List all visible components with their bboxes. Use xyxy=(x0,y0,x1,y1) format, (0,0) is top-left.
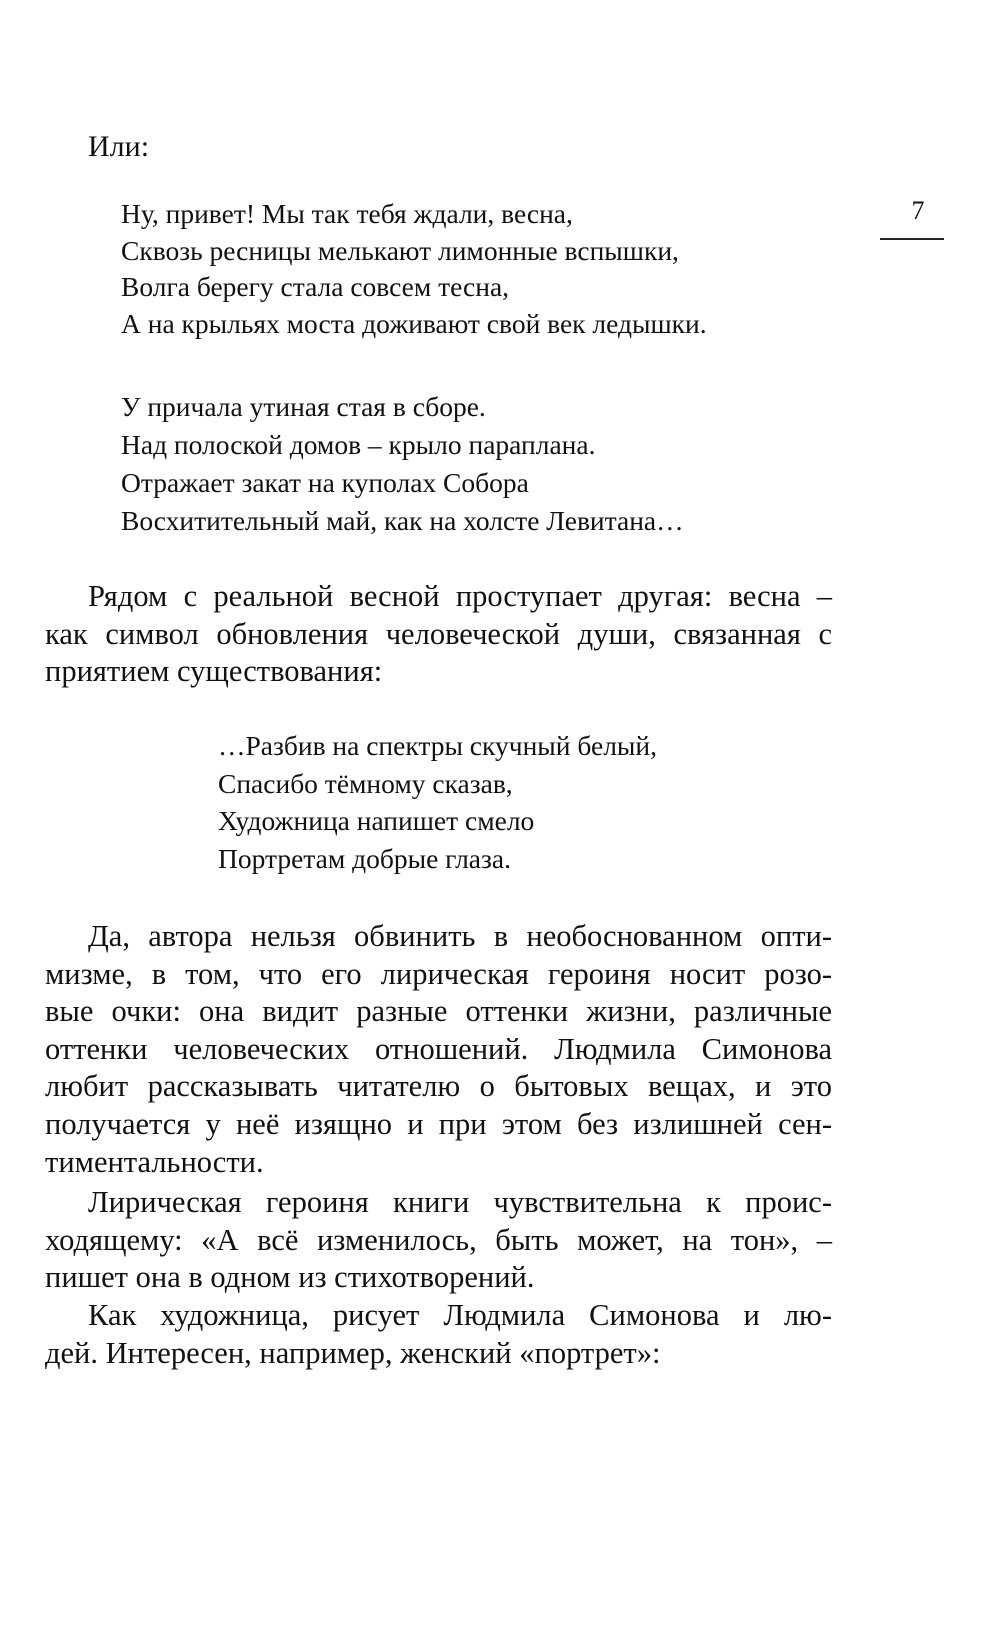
prose-line: любит рассказывать читателю о бытовых вещах, и это xyxy=(45,1069,832,1104)
verse-line: Отражает закат на куполах Собора xyxy=(121,467,529,498)
verse-line: Художница напишет смело xyxy=(218,805,535,836)
prose-line: мизме, в том, что его лирическая героиня носит розо- xyxy=(45,956,832,991)
prose-line: тиментальности. xyxy=(45,1144,264,1179)
prose-line: приятием существования: xyxy=(45,654,383,689)
verse-line: Ну, привет! Мы так тебя ждали, весна, xyxy=(121,198,573,229)
prose-paragraph-2 xyxy=(45,918,832,1181)
prose-line: оттенки человеческих отношений. Людмила Симонова xyxy=(45,1031,832,1066)
prose-line: пишет она в одном из стихотворений. xyxy=(45,1260,535,1295)
prose-line: как символ обновления человеческой души, связанная с xyxy=(45,616,832,651)
page-number: 7 xyxy=(911,196,925,225)
intro-label: Или: xyxy=(88,130,150,163)
verse-line: Над полоской домов – крыло параплана. xyxy=(121,429,596,460)
prose-paragraph-4 xyxy=(45,1297,832,1372)
prose-line: вые очки: она видит разные оттенки жизни, различные xyxy=(45,994,832,1029)
prose-line: Как художница, рисует Людмила Симонова и лю- xyxy=(88,1298,832,1332)
page-number-rule xyxy=(880,238,944,240)
prose-line: дей. Интересен, например, женский «портрет»: xyxy=(45,1335,661,1370)
prose-line: Лирическая героиня книги чувствительна к проис- xyxy=(88,1185,832,1219)
verse-stanza-3 xyxy=(218,727,657,877)
verse-line: У причала утиная стая в сборе. xyxy=(121,391,486,422)
prose-paragraph-3 xyxy=(45,1184,832,1297)
verse-line: Волга берегу стала совсем тесна, xyxy=(121,271,510,302)
prose-line: ходящему: «А всё изменилось, быть может, на тон», – xyxy=(45,1222,832,1257)
prose-paragraph-1 xyxy=(45,578,832,691)
prose-line: Рядом с реальной весной проступает другая: весна – xyxy=(88,579,832,613)
verse-stanza-1 xyxy=(121,196,707,342)
verse-line: Восхитительный май, как на холсте Левитана… xyxy=(121,505,684,536)
verse-line: Спасибо тёмному сказав, xyxy=(218,767,513,799)
verse-line: А на крыльях моста доживают свой век ледышки. xyxy=(121,307,707,339)
prose-line: получается у неё изящно и при этом без излишней сен- xyxy=(45,1106,832,1141)
verse-line: Портретам добрые глаза. xyxy=(218,842,511,874)
verse-line: …Разбив на спектры скучный белый, xyxy=(218,730,657,761)
verse-line: Сквозь ресницы мелькают лимонные вспышки, xyxy=(121,234,679,266)
verse-stanza-2 xyxy=(121,388,684,540)
prose-line: Да, автора нельзя обвинить в необоснованном опти- xyxy=(88,919,832,953)
